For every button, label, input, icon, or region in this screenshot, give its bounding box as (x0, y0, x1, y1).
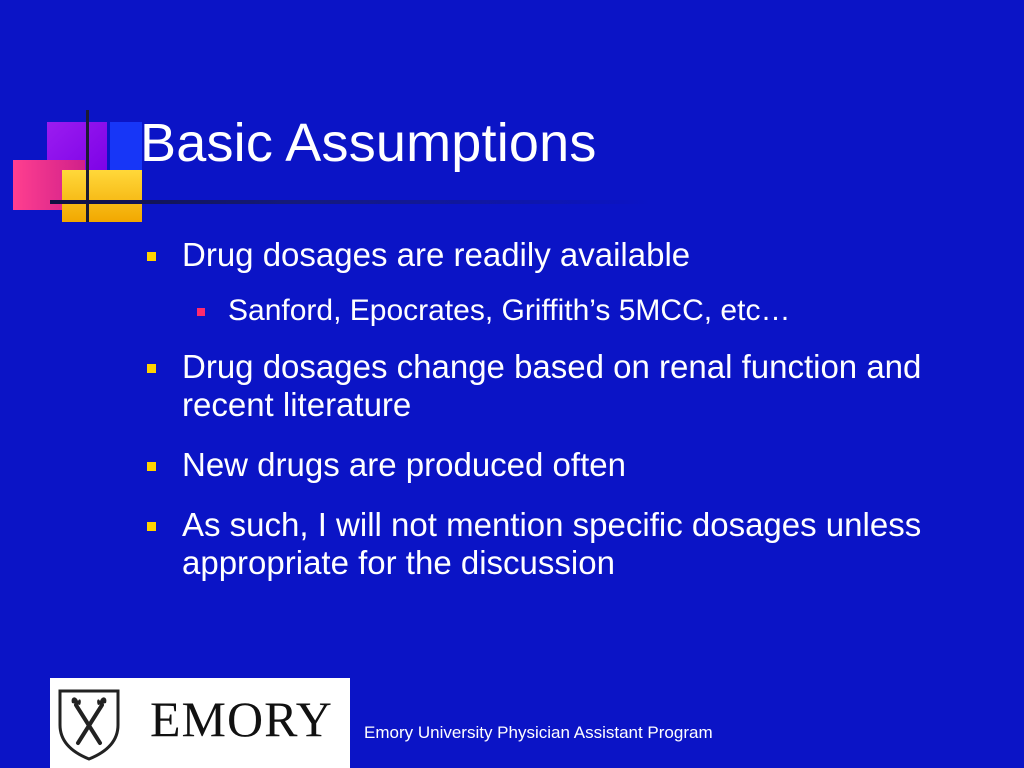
bullet-text: New drugs are produced often (182, 446, 626, 483)
bullet-square-icon (147, 252, 156, 261)
bullet-square-icon (147, 462, 156, 471)
bullet-item (145, 236, 1005, 274)
bullet-text: Drug dosages change based on renal function and recent literature (182, 348, 922, 423)
decorative-yellow-square (62, 170, 142, 222)
bullet-square-icon (147, 364, 156, 373)
bullet-item (145, 506, 1005, 582)
sub-bullet-item (145, 294, 1005, 328)
slide-title: Basic Assumptions (140, 113, 597, 173)
bullet-text: Drug dosages are readily available (182, 236, 691, 273)
sub-bullet-square-icon (197, 308, 205, 316)
bullet-item (145, 446, 1005, 484)
bullet-item (145, 348, 1005, 424)
sub-bullet-text: Sanford, Epocrates, Griffith’s 5MCC, etc… (228, 294, 791, 327)
emory-wordmark: EMORY (150, 691, 333, 747)
bullet-list (145, 236, 1005, 604)
emory-logo (50, 678, 350, 768)
decorative-blue-square (110, 122, 142, 172)
decorative-vertical-line (86, 110, 89, 222)
title-underline (50, 200, 650, 204)
bullet-square-icon (147, 522, 156, 531)
emory-shield-torch-icon (54, 685, 124, 761)
bullet-text: As such, I will not mention specific dosages unless appropriate for the discussion (182, 506, 922, 581)
footer-text: Emory University Physician Assistant Program (364, 723, 713, 742)
